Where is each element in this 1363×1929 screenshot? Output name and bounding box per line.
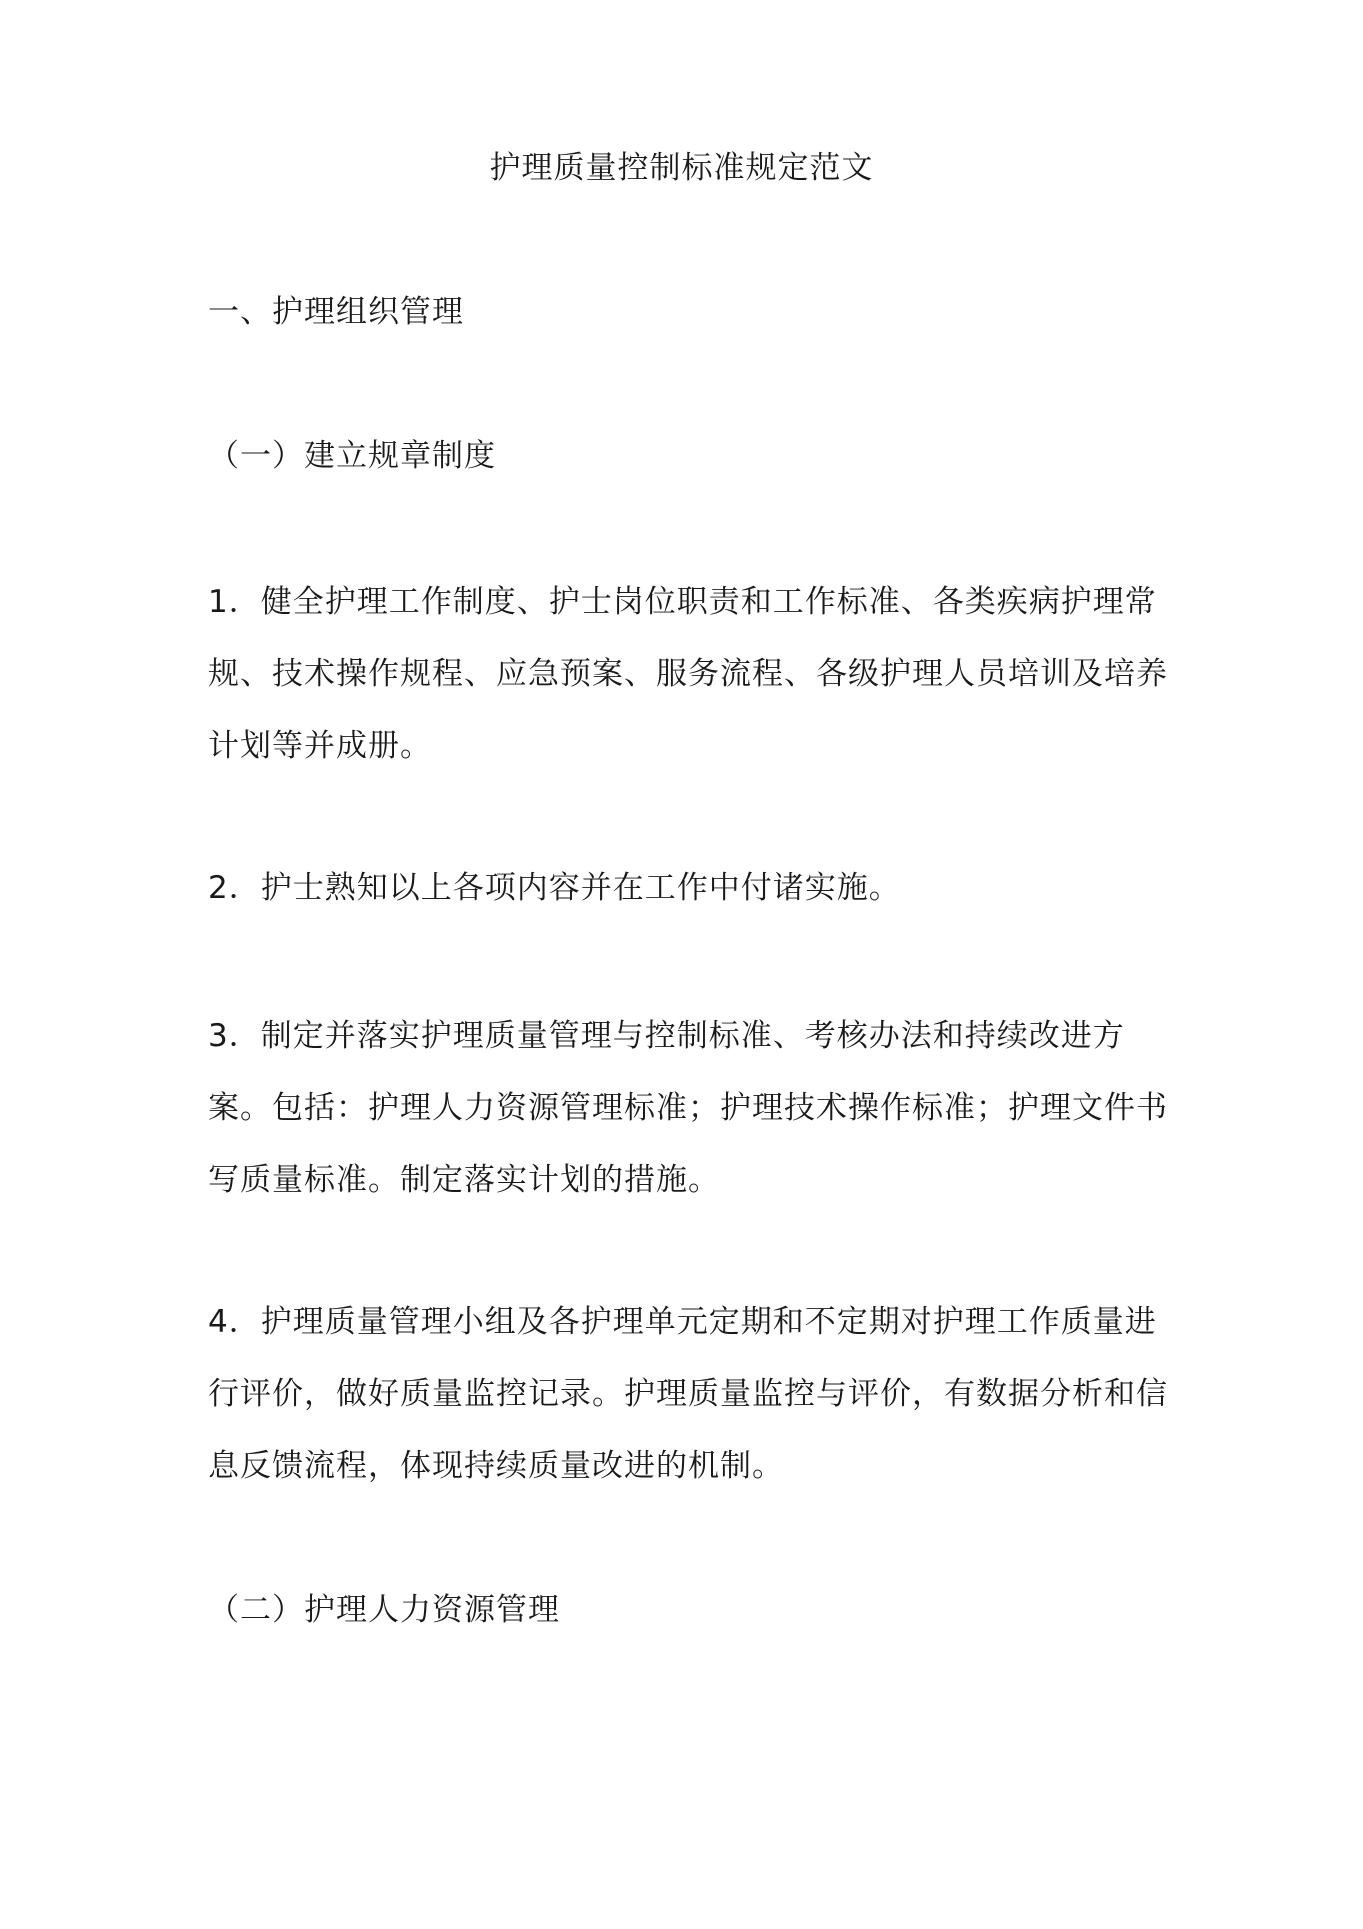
paragraph-item-1: 1．健全护理工作制度、护士岗位职责和工作标准、各类疾病护理常规、技术操作规程、应急预案、服务流程、各级护理人员培训及培养计划等并成册。 — [208, 584, 1168, 764]
subsection-heading-rules: （一）建立规章制度 — [208, 438, 496, 474]
paragraph-item-3: 3．制定并落实护理质量管理与控制标准、考核办法和持续改进方案。包括：护理人力资源管理标准；护理技术操作标准；护理文件书写质量标准。制定落实计划的措施。 — [208, 1018, 1168, 1198]
paragraph-item-2: 2．护士熟知以上各项内容并在工作中付诸实施。 — [208, 870, 901, 906]
subsection-heading-human-resources: （二）护理人力资源管理 — [208, 1592, 560, 1628]
paragraph-item-4: 4．护理质量管理小组及各护理单元定期和不定期对护理工作质量进行评价，做好质量监控记录。护理质量监控与评价，有数据分析和信息反馈流程，体现持续质量改进的机制。 — [208, 1304, 1168, 1484]
section-heading-nursing-organization: 一、护理组织管理 — [208, 294, 464, 330]
document-title: 护理质量控制标准规定范文 — [489, 150, 874, 186]
